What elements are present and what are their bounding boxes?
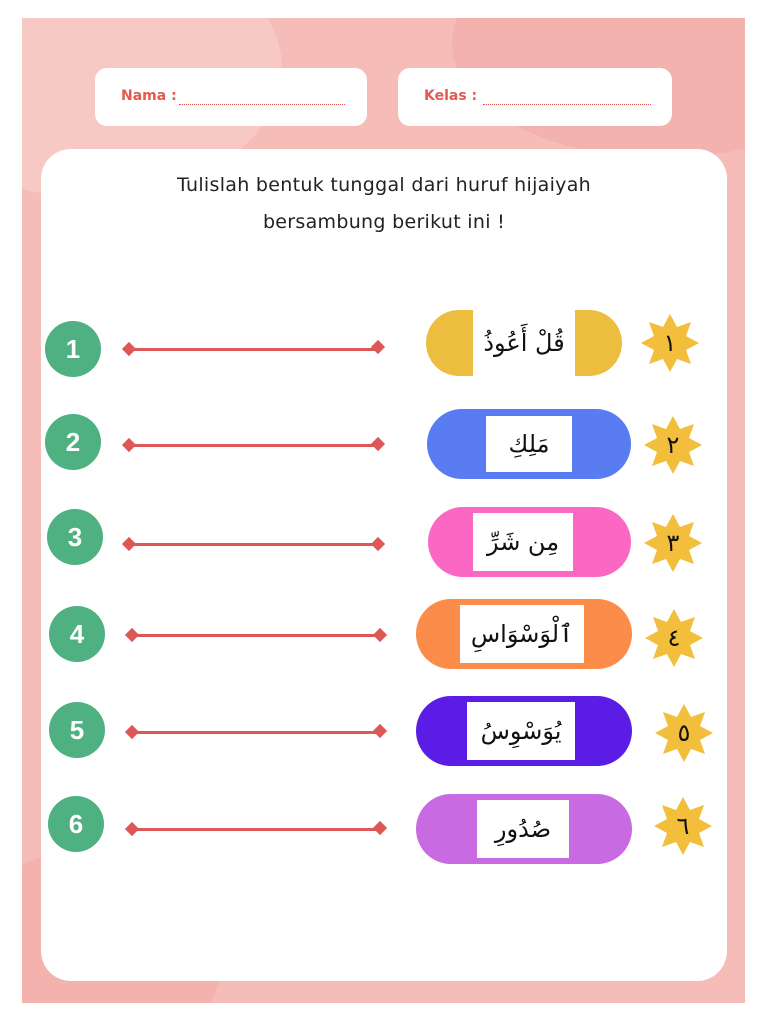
nama-label: Nama : (121, 88, 177, 104)
number-circle: 3 (47, 509, 103, 565)
star-number-badge (653, 702, 715, 764)
arabic-number: ٥ (677, 719, 691, 747)
matching-line (131, 828, 381, 831)
number-circle: 6 (48, 796, 104, 852)
arabic-number: ٣ (666, 529, 680, 557)
kelas-label: Kelas : (424, 88, 478, 104)
star-number-badge (643, 607, 705, 669)
instruction-line-1: Tulislah bentuk tunggal dari huruf hijaiyah (176, 174, 591, 196)
arabic-word: ٱلْوَسْوَاسِ (460, 605, 584, 663)
nama-box (95, 68, 367, 126)
number-circle: 1 (45, 321, 101, 377)
number-circle: 4 (49, 606, 105, 662)
arabic-word: مَلِكِ (486, 416, 572, 472)
number-circle: 2 (45, 414, 101, 470)
line-end-point[interactable] (373, 724, 387, 738)
worksheet-card (41, 149, 727, 981)
arabic-number: ٦ (676, 812, 690, 840)
arabic-word: مِن شَرِّ (473, 513, 573, 571)
star-number-badge (642, 512, 704, 574)
kelas-box (398, 68, 672, 126)
arabic-word: صُدُورِ (477, 800, 569, 858)
arabic-word: قُلْ أَعُوذُ (473, 310, 575, 376)
line-end-point[interactable] (371, 537, 385, 551)
arabic-number: ١ (663, 329, 677, 357)
matching-line (128, 543, 378, 546)
matching-line (128, 444, 378, 447)
matching-line (128, 348, 378, 351)
star-number-badge (642, 414, 704, 476)
line-end-point[interactable] (371, 340, 385, 354)
kelas-field[interactable] (483, 104, 651, 105)
line-end-point[interactable] (371, 437, 385, 451)
line-end-point[interactable] (373, 628, 387, 642)
worksheet-page (22, 18, 745, 1003)
arabic-number: ٤ (667, 624, 681, 652)
matching-line (131, 731, 381, 734)
instruction-line-2: bersambung berikut ini ! (262, 211, 506, 233)
arabic-word: يُوَسْوِسُ (467, 702, 575, 760)
number-circle: 5 (49, 702, 105, 758)
line-end-point[interactable] (373, 821, 387, 835)
star-number-badge (652, 795, 714, 857)
matching-line (131, 634, 381, 637)
nama-field[interactable] (179, 104, 345, 105)
arabic-number: ٢ (666, 431, 680, 459)
star-number-badge (639, 312, 701, 374)
